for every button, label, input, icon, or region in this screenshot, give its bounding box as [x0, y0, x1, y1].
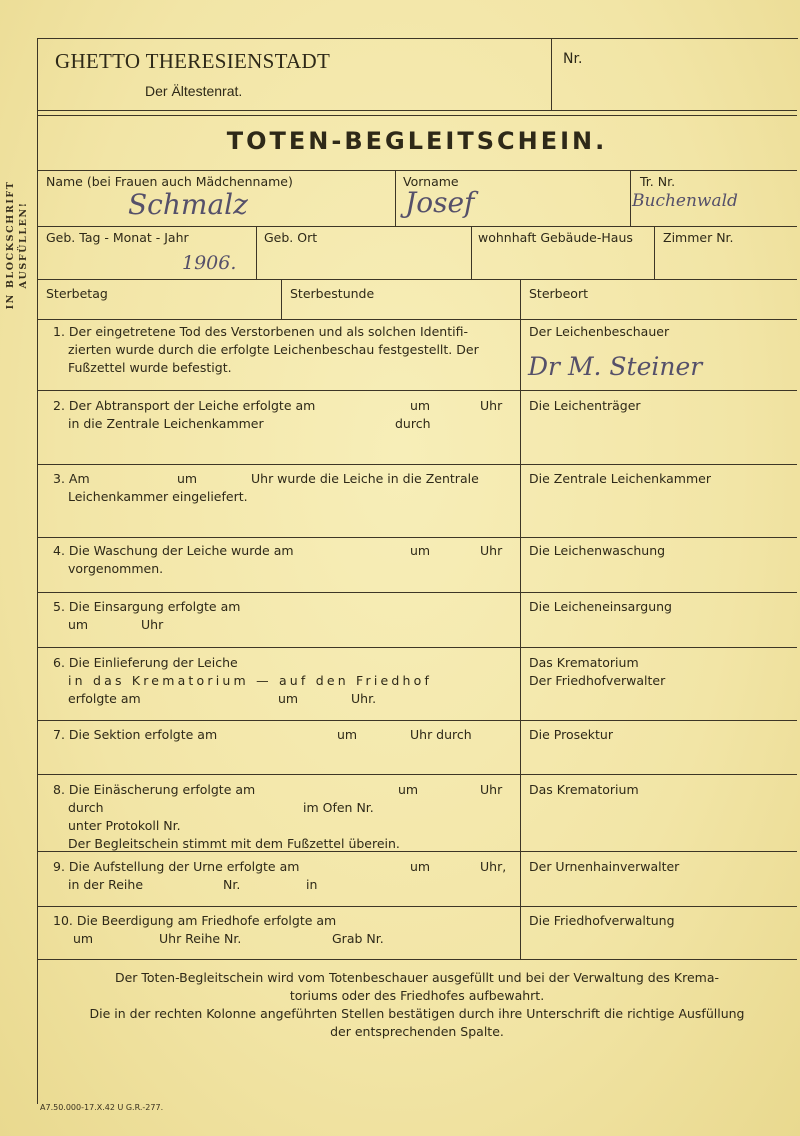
item-text: 5. Die Einsargung erfolgte am: [53, 599, 241, 614]
item-text: 4. Die Waschung der Leiche wurde am: [53, 543, 294, 558]
item-line: [53, 930, 513, 948]
ghetto-name: GHETTO THERESIENSTADT: [55, 49, 331, 73]
document-title: TOTEN-BEGLEITSCHEIN.: [226, 127, 608, 155]
handwritten-vorname: Josef: [405, 186, 475, 219]
item-7-text: [53, 726, 513, 744]
item-9-signatory: Der Urnenhainverwalter: [529, 859, 680, 874]
rule: [37, 319, 797, 320]
item-text: Uhr wurde die Leiche in die Zentrale: [251, 471, 479, 486]
council-name: Der Ältestenrat.: [145, 83, 243, 99]
item-10-signatory: Die Friedhofverwaltung: [529, 913, 675, 928]
item-text: Uhr.: [351, 691, 377, 706]
item-text: in der Reihe: [68, 877, 144, 892]
side-note: [4, 170, 38, 320]
item-text: Uhr: [480, 782, 503, 797]
item-line: [53, 781, 513, 799]
item-text: 6. Die Einlieferung der Leiche: [53, 655, 238, 670]
rule: [37, 464, 797, 465]
handwritten-name: Schmalz: [128, 188, 248, 221]
item-text: 10. Die Beerdigung am Friedhofe erfolgte am: [53, 913, 337, 928]
col-divider: [281, 279, 282, 319]
item-line: [53, 542, 513, 560]
item-text: um: [278, 691, 299, 706]
item-10-text: [53, 912, 513, 948]
item-4-text: [53, 542, 513, 578]
item-text: 2. Der Abtransport der Leiche erfolgte am: [53, 398, 316, 413]
item-1-signatory: Der Leichenbeschauer: [529, 324, 670, 339]
right-column-divider: [520, 279, 521, 959]
side-note-line2: AUSFÜLLEN!: [18, 201, 29, 289]
geb-tag-label: Geb. Tag - Monat - Jahr: [46, 230, 189, 245]
item-text: um: [177, 471, 198, 486]
item-line: [53, 359, 513, 377]
item-line: [53, 858, 513, 876]
nr-label: Nr.: [563, 51, 583, 67]
item-text: in das Krematorium — auf den Friedhof: [68, 673, 433, 688]
handwritten-birth-year: 1906.: [182, 252, 237, 274]
item-text: durch: [68, 800, 104, 815]
wohnhaft-label: wohnhaft Gebäude-Haus: [478, 230, 633, 245]
item-line: [53, 690, 513, 708]
geb-ort-label: Geb. Ort: [264, 230, 318, 245]
side-note-line1: IN BLOCKSCHRIFT: [5, 180, 16, 310]
item-text: um: [68, 617, 89, 632]
item-6-signatory: Das Krematorium: [529, 655, 639, 670]
rule: [37, 115, 797, 116]
rule: [37, 720, 797, 721]
item-text: Uhr: [141, 617, 164, 632]
item-text: um: [73, 931, 94, 946]
header-divider: [551, 38, 552, 110]
col-divider: [471, 226, 472, 279]
item-line: [53, 799, 513, 817]
item-text: Uhr: [480, 398, 503, 413]
item-text: erfolgte am: [68, 691, 141, 706]
item-1-text: [53, 323, 513, 377]
item-5-signatory: Die Leicheneinsargung: [529, 599, 672, 614]
item-text: Nr.: [223, 877, 241, 892]
item-text: um: [410, 859, 431, 874]
item-text: in die Zentrale Leichenkammer: [68, 416, 264, 431]
zimmer-label: Zimmer Nr.: [663, 230, 734, 245]
item-text: 7. Die Sektion erfolgte am: [53, 727, 218, 742]
item-text: um: [337, 727, 358, 742]
item-9-text: [53, 858, 513, 894]
item-text: Grab Nr.: [332, 931, 384, 946]
item-text: um: [398, 782, 419, 797]
sterbestunde-label: Sterbestunde: [290, 286, 375, 301]
footer-line: toriums oder des Friedhofes aufbewahrt.: [289, 988, 545, 1003]
trnr-label: Tr. Nr.: [640, 174, 676, 189]
item-line: [53, 397, 513, 415]
item-line: [53, 672, 513, 690]
item-line: [53, 876, 513, 894]
item-8-signatory: Das Krematorium: [529, 782, 639, 797]
handwritten-signature: Dr M. Steiner: [528, 352, 703, 381]
item-text: 1. Der eingetretene Tod des Verstorbenen und als solchen Identifi-: [53, 324, 468, 339]
rule: [37, 537, 797, 538]
col-divider: [654, 226, 655, 279]
rule: [37, 390, 797, 391]
item-line: [53, 470, 513, 488]
rule: [37, 279, 797, 280]
item-text: Uhr Reihe Nr.: [159, 931, 242, 946]
item-text: Uhr durch: [410, 727, 472, 742]
item-text: um: [410, 543, 431, 558]
sterbetag-label: Sterbetag: [46, 286, 108, 301]
item-6-text: [53, 654, 513, 708]
item-text: vorgenommen.: [68, 561, 164, 576]
item-text: um: [410, 398, 431, 413]
rule: [37, 959, 797, 960]
rule: [37, 774, 797, 775]
item-2-text: [53, 397, 513, 433]
item-text: Leichenkammer eingeliefert.: [68, 489, 248, 504]
item-text: Fußzettel wurde befestigt.: [68, 360, 232, 375]
rule: [37, 906, 797, 907]
item-text: Uhr: [480, 543, 503, 558]
item-3-text: [53, 470, 513, 506]
sterbeort-label: Sterbeort: [529, 286, 588, 301]
item-line: [53, 488, 513, 506]
rule: [37, 110, 797, 111]
item-line: [53, 835, 513, 853]
footer-note: [42, 969, 792, 1041]
item-line: [53, 341, 513, 359]
item-6-signatory-2: Der Friedhofverwalter: [529, 673, 666, 688]
item-text: Der Begleitschein stimmt mit dem Fußzettel überein.: [68, 836, 400, 851]
item-4-signatory: Die Leichenwaschung: [529, 543, 666, 558]
name-label: Name (bei Frauen auch Mädchenname): [46, 174, 293, 189]
item-text: durch: [395, 416, 431, 431]
item-line: [53, 560, 513, 578]
item-text: unter Protokoll Nr.: [68, 818, 181, 833]
rule: [37, 226, 797, 227]
rule: [37, 170, 797, 171]
item-text: 9. Die Aufstellung der Urne erfolgte am: [53, 859, 300, 874]
item-line: [53, 654, 513, 672]
item-text: 8. Die Einäscherung erfolgte am: [53, 782, 256, 797]
rule: [37, 592, 797, 593]
item-2-signatory: Die Leichenträger: [529, 398, 641, 413]
item-line: [53, 726, 513, 744]
handwritten-transport: Buchenwald: [632, 191, 738, 211]
item-5-text: [53, 598, 513, 634]
item-line: [53, 817, 513, 835]
item-3-signatory: Die Zentrale Leichenkammer: [529, 471, 711, 486]
col-divider: [630, 170, 631, 226]
item-text: Uhr,: [480, 859, 507, 874]
col-divider: [395, 170, 396, 226]
side-note-text: [4, 170, 30, 320]
item-line: [53, 912, 513, 930]
vorname-label: Vorname: [403, 174, 459, 189]
item-line: [53, 323, 513, 341]
col-divider: [256, 226, 257, 279]
footer-line: Der Toten-Begleitschein wird vom Totenbeschauer ausgefüllt und bei der Verwaltung des Krema-: [114, 970, 720, 985]
item-text: in: [306, 877, 318, 892]
item-line: [53, 616, 513, 634]
print-code: A7.50.000-17.X.42 U G.R.-277.: [40, 1103, 164, 1112]
item-line: [53, 415, 513, 433]
rule: [37, 647, 797, 648]
item-8-text: [53, 781, 513, 853]
footer-line: Die in der rechten Kolonne angeführten Stellen bestätigen durch ihre Unterschrift die richtige Ausfüllung: [89, 1006, 745, 1021]
item-line: [53, 598, 513, 616]
item-text: 3. Am: [53, 471, 90, 486]
item-text: zierten wurde durch die erfolgte Leichenbeschau festgestellt. Der: [68, 342, 479, 357]
item-text: im Ofen Nr.: [303, 800, 374, 815]
footer-line: der entsprechenden Spalte.: [330, 1024, 504, 1039]
item-7-signatory: Die Prosektur: [529, 727, 613, 742]
